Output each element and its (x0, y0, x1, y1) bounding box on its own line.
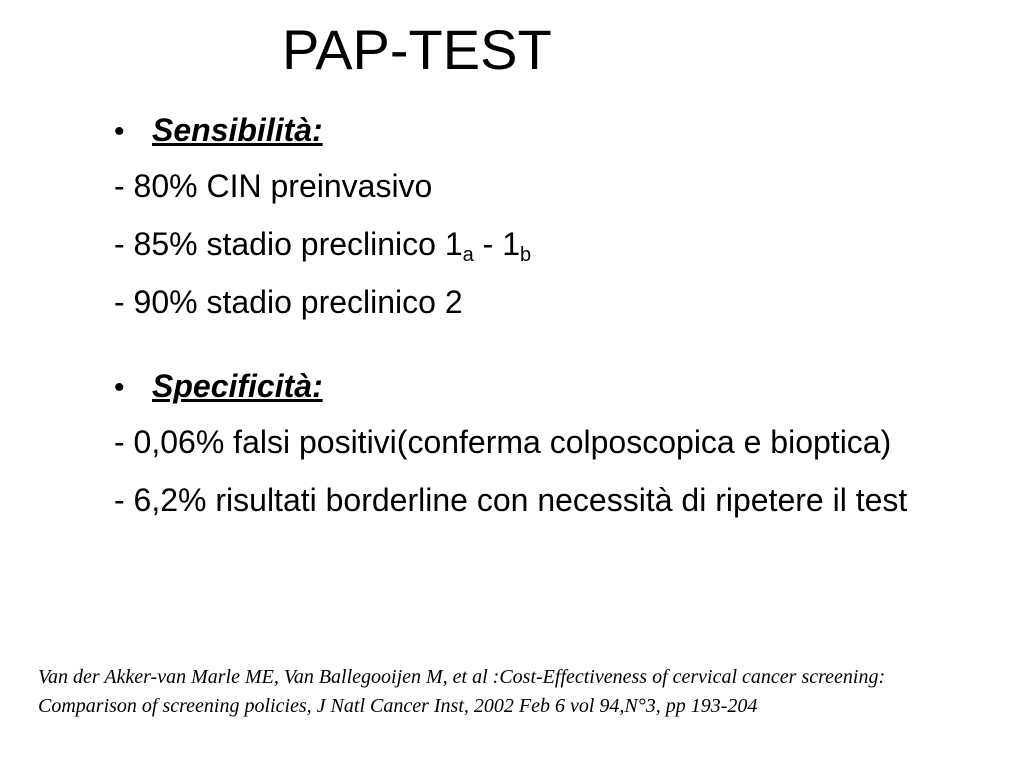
list-item-text-mid: - 1 (473, 226, 520, 262)
section-heading-specificita (114, 364, 994, 420)
list-item-with-subscripts (114, 222, 994, 280)
list-item: - 80% CIN preinvasivo (114, 168, 433, 204)
heading-text: Sensibilità: (152, 112, 323, 148)
heading-text: Specificità: (152, 368, 323, 404)
subscript-a: a (462, 244, 474, 266)
subscript-b: b (519, 244, 532, 266)
section-heading-sensibilita (114, 108, 994, 164)
bullet-icon: • (114, 115, 125, 148)
slide-title: PAP-TEST (282, 18, 552, 81)
list-item: - 0,06% falsi positivi(conferma colposcopica e bioptica) (114, 424, 892, 460)
list-item: - 6,2% risultati borderline con necessità di ripetere il test (114, 482, 908, 518)
list-item: - 90% stadio preclinico 2 (114, 284, 463, 320)
slide-content (114, 108, 994, 536)
list-item-text: - 85% stadio preclinico 1 (114, 226, 463, 262)
citation: Van der Akker-van Marle ME, Van Ballegooijen M, et al :Cost-Effectiveness of cervical cancer screening: Comparison of screening policies, J Natl Cancer Inst, 2002 Feb 6 vol 94,N°3, pp 193-204 (38, 666, 886, 717)
bullet-icon: • (114, 371, 125, 404)
